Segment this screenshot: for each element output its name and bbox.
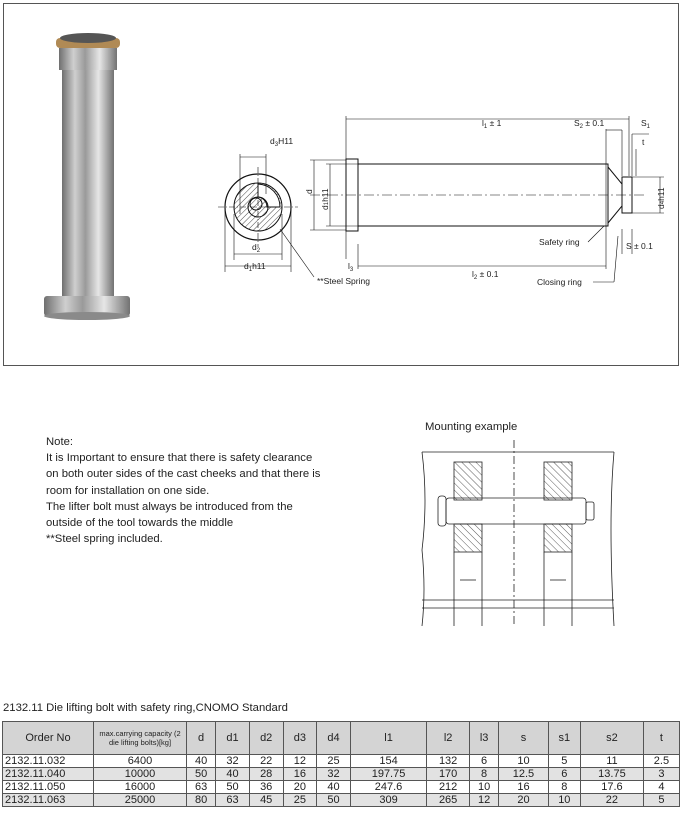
technical-drawing — [4, 4, 680, 367]
table-cell: 25000 — [94, 794, 187, 807]
table-cell: 2132.11.032 — [3, 755, 94, 768]
table-cell: 20 — [499, 794, 548, 807]
table-cell: 40 — [187, 755, 216, 768]
table-cell: 16000 — [94, 781, 187, 794]
col-capacity: max.carrying capacity (2 die lifting bolts)[kg] — [94, 722, 187, 755]
dim-d2-label: $d_2$ — [252, 242, 261, 254]
table-cell: 12 — [469, 794, 498, 807]
steel-spring-label: **Steel Spring — [317, 276, 370, 286]
col-d4: d4 — [317, 722, 351, 755]
col-d3: d3 — [283, 722, 317, 755]
table-cell: 32 — [317, 768, 351, 781]
table-cell: 11 — [580, 755, 643, 768]
col-s: s — [499, 722, 548, 755]
dim-l3-label: $l_3$ — [348, 261, 354, 273]
note-line: **Steel spring included. — [46, 533, 163, 546]
closing-ring-label: Closing ring — [537, 277, 582, 287]
table-cell: 45 — [249, 794, 283, 807]
col-s1: s1 — [548, 722, 580, 755]
table-cell: 8 — [469, 768, 498, 781]
table-cell: 63 — [216, 794, 250, 807]
note-line: The lifter bolt must always be introduced from the — [46, 500, 293, 513]
table-cell: 6 — [548, 768, 580, 781]
dim-d3-label: $d_3H11$ — [270, 136, 294, 148]
note-heading: Note: — [46, 436, 74, 448]
table-cell: 12 — [283, 755, 317, 768]
table-cell: 4 — [643, 781, 679, 794]
table-cell: 40 — [317, 781, 351, 794]
table-row — [3, 755, 680, 768]
table-cell: 2132.11.063 — [3, 794, 94, 807]
table-cell: 10 — [469, 781, 498, 794]
table-cell: 10000 — [94, 768, 187, 781]
col-d: d — [187, 722, 216, 755]
table-cell: 212 — [427, 781, 470, 794]
table-cell: 5 — [548, 755, 580, 768]
table-cell: 25 — [283, 794, 317, 807]
col-order-no: Order No — [3, 722, 94, 755]
table-cell: 40 — [216, 768, 250, 781]
mounting-example-title: Mounting example — [425, 421, 518, 433]
table-cell: 170 — [427, 768, 470, 781]
dim-d-label: d — [304, 189, 314, 194]
table-cell: 309 — [350, 794, 426, 807]
table-cell: 36 — [249, 781, 283, 794]
table-cell: 20 — [283, 781, 317, 794]
col-l1: l1 — [350, 722, 426, 755]
table-row — [3, 768, 680, 781]
end-view — [218, 154, 314, 277]
table-cell: 22 — [249, 755, 283, 768]
table-cell: 247.6 — [350, 781, 426, 794]
note-line: outside of the tool towards the middle — [46, 517, 234, 530]
dim-s2-label: $S_2 \pm 0.1$ — [574, 118, 605, 130]
table-cell: 50 — [187, 768, 216, 781]
table-cell: 2.5 — [643, 755, 679, 768]
table-cell: 13.75 — [580, 768, 643, 781]
dim-t-label: t — [642, 137, 645, 147]
bolt-photo — [44, 33, 130, 320]
table-cell: 132 — [427, 755, 470, 768]
dim-d4-label: d4h11 — [656, 187, 666, 209]
col-d2: d2 — [249, 722, 283, 755]
table-cell: 16 — [499, 781, 548, 794]
table-cell: 2132.11.040 — [3, 768, 94, 781]
col-s2: s2 — [580, 722, 643, 755]
note-line: It is Important to ensure that there is safety clearance — [46, 452, 313, 465]
table-cell: 3 — [643, 768, 679, 781]
safety-ring-label: Safety ring — [539, 237, 580, 247]
table-cell: 25 — [317, 755, 351, 768]
dim-l1-label: $l_1 \pm 1$ — [482, 118, 502, 130]
table-cell: 10 — [548, 794, 580, 807]
table-cell: 28 — [249, 768, 283, 781]
table-cell: 197.75 — [350, 768, 426, 781]
table-cell: 154 — [350, 755, 426, 768]
dim-d1-label: $d_1h11$ — [244, 261, 266, 273]
col-t: t — [643, 722, 679, 755]
table-cell: 16 — [283, 768, 317, 781]
table-cell: 50 — [216, 781, 250, 794]
table-cell: 265 — [427, 794, 470, 807]
dim-s1-label: $S_1$ — [641, 118, 651, 130]
table-cell: 80 — [187, 794, 216, 807]
col-l3: l3 — [469, 722, 498, 755]
table-row — [3, 794, 680, 807]
table-cell: 12.5 — [499, 768, 548, 781]
table-cell: 2132.11.050 — [3, 781, 94, 794]
side-view — [310, 116, 664, 282]
note-line: room for installation on one side. — [46, 484, 210, 497]
dim-side-d1-label: d1h11 — [320, 188, 330, 210]
table-cell: 5 — [643, 794, 679, 807]
spec-table — [2, 721, 680, 807]
table-cell: 17.6 — [580, 781, 643, 794]
table-cell: 22 — [580, 794, 643, 807]
table-title: 2132.11 Die lifting bolt with safety ring,CNOMO Standard — [3, 702, 288, 714]
table-header-row — [3, 722, 680, 755]
table-row — [3, 781, 680, 794]
col-l2: l2 — [427, 722, 470, 755]
table-cell: 10 — [499, 755, 548, 768]
dim-s-label: S ± 0.1 — [626, 241, 653, 251]
table-cell: 50 — [317, 794, 351, 807]
table-cell: 6 — [469, 755, 498, 768]
table-cell: 63 — [187, 781, 216, 794]
product-drawing-panel — [3, 3, 679, 366]
note-block — [46, 434, 320, 547]
table-cell: 6400 — [94, 755, 187, 768]
note-line: on both outer sides of the cast cheeks and that there is — [46, 468, 321, 481]
table-cell: 32 — [216, 755, 250, 768]
col-d1: d1 — [216, 722, 250, 755]
mounting-example-drawing — [418, 440, 618, 626]
dim-l2-label: $l_2 \pm 0.1$ — [472, 269, 499, 281]
table-cell: 8 — [548, 781, 580, 794]
